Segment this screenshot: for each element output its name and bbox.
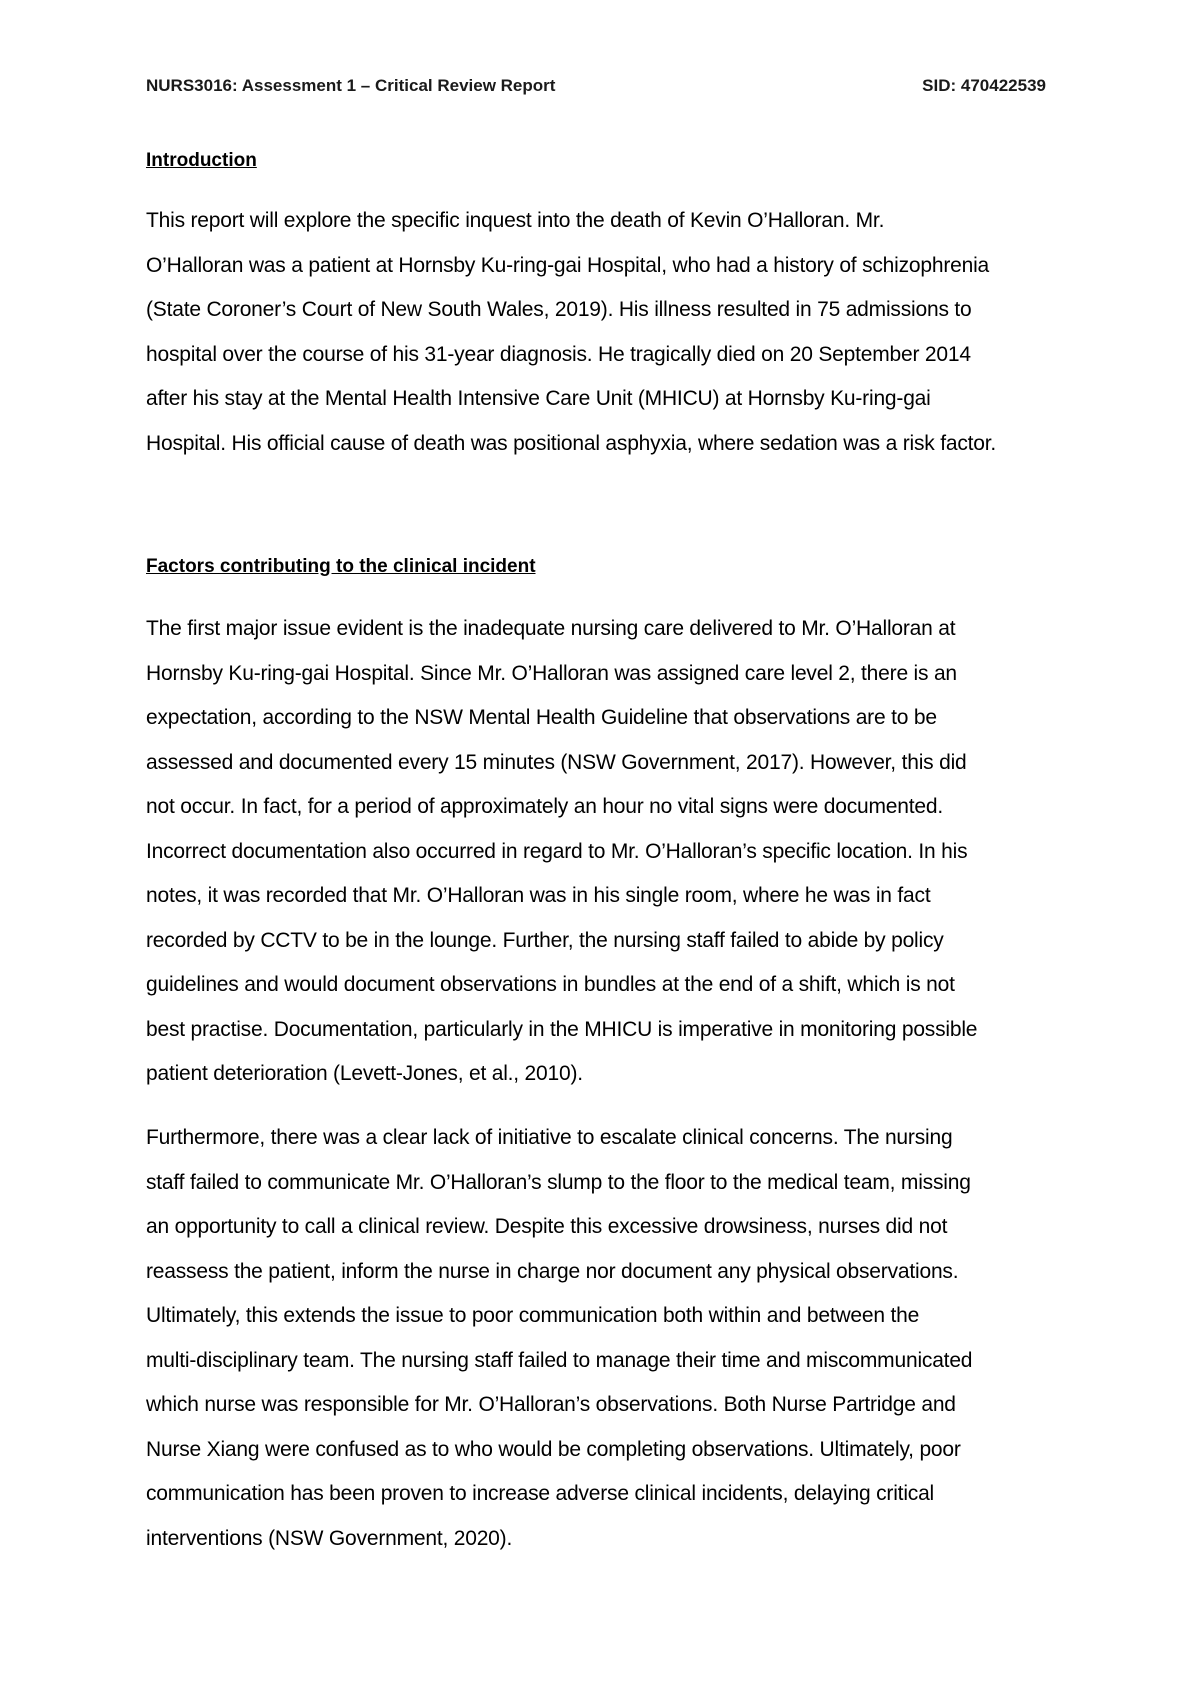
text-line: best practise. Documentation, particularly in the MHICU is imperative in monitoring possible [146, 1017, 978, 1041]
text-line: an opportunity to call a clinical review. Despite this excessive drowsiness, nurses did not [146, 1215, 948, 1238]
header-student-id: SID: 470422539 [922, 76, 1046, 95]
text-line: Ultimately, this extends the issue to poor communication both within and between the [146, 1304, 920, 1327]
text-line: staff failed to communicate Mr. O’Halloran’s slump to the floor to the medical team, missing [146, 1170, 971, 1194]
text-line: after his stay at the Mental Health Intensive Care Unit (MHICU) at Hornsby Ku-ring-gai [146, 387, 931, 410]
text-line: Incorrect documentation also occurred in regard to Mr. O’Halloran’s specific location. In his [146, 839, 968, 863]
text-line: notes, it was recorded that Mr. O’Halloran was in his single room, where he was in fact [146, 884, 931, 907]
paragraph-nursing-care [146, 607, 1066, 1097]
text-line: assessed and documented every 15 minutes (NSW Government, 2017). However, this did [146, 750, 967, 774]
section-heading-introduction: Introduction [146, 150, 257, 171]
text-line: multi-disciplinary team. The nursing staff failed to manage their time and miscommunicated [146, 1348, 973, 1372]
text-line: hospital over the course of his 31-year diagnosis. He tragically died on 20 September 2014 [146, 342, 971, 366]
text-line: patient deterioration (Levett-Jones, et al., 2010). [146, 1062, 583, 1085]
page-header [146, 76, 1046, 100]
text-line: Nurse Xiang were confused as to who would be completing observations. Ultimately, poor [146, 1437, 961, 1461]
text-line: (State Coroner’s Court of New South Wales, 2019). His illness resulted in 75 admissions to [146, 298, 972, 321]
text-line: The first major issue evident is the inadequate nursing care delivered to Mr. O’Halloran at [146, 617, 956, 640]
text-line: reassess the patient, inform the nurse in charge nor document any physical observations. [146, 1259, 959, 1283]
text-line: interventions (NSW Government, 2020). [146, 1526, 513, 1550]
paragraph-escalation [146, 1116, 1066, 1561]
text-line: Furthermore, there was a clear lack of initiative to escalate clinical concerns. The nursing [146, 1126, 953, 1149]
text-line: Hospital. His official cause of death was positional asphyxia, where sedation was a risk factor. [146, 431, 997, 455]
text-line: Hornsby Ku-ring-gai Hospital. Since Mr. O’Halloran was assigned care level 2, there is an [146, 661, 957, 685]
text-line: guidelines and would document observations in bundles at the end of a shift, which is not [146, 973, 955, 996]
header-title: NURS3016: Assessment 1 – Critical Review Report [146, 76, 556, 95]
section-heading-factors: Factors contributing to the clinical incident [146, 556, 536, 577]
text-line: not occur. In fact, for a period of approximately an hour no vital signs were documented. [146, 795, 943, 818]
text-line: O’Halloran was a patient at Hornsby Ku-ring-gai Hospital, who had a history of schizophrenia [146, 253, 990, 277]
text-line: expectation, according to the NSW Mental Health Guideline that observations are to be [146, 706, 937, 729]
text-line: communication has been proven to increase adverse clinical incidents, delaying critical [146, 1482, 935, 1505]
text-line: which nurse was responsible for Mr. O’Halloran’s observations. Both Nurse Partridge and [146, 1393, 956, 1416]
text-line: recorded by CCTV to be in the lounge. Further, the nursing staff failed to abide by policy [146, 928, 944, 952]
text-line: This report will explore the specific inquest into the death of Kevin O’Halloran. Mr. [146, 209, 885, 232]
paragraph-introduction [146, 199, 1066, 466]
